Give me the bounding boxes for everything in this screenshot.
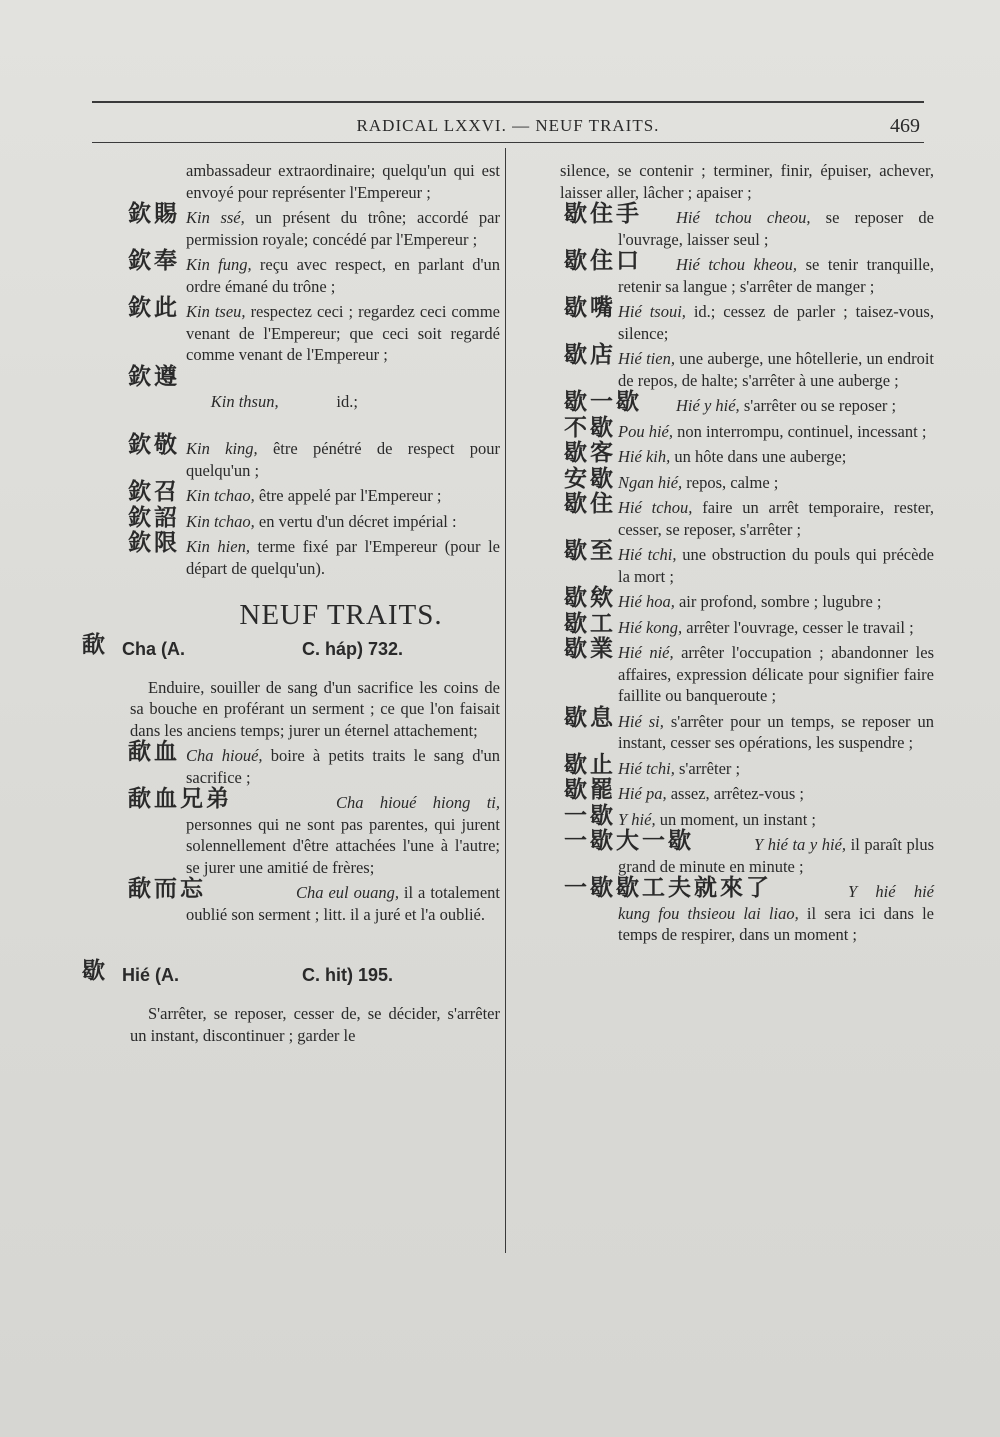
entry-romanization: Kin king, (186, 439, 258, 458)
dictionary-entry (518, 342, 934, 391)
entry-definition: reçu avec respect, en parlant d'un ordre émané du trône ; (186, 255, 500, 296)
entry-definition: air profond, sombre ; lugubre ; (674, 592, 882, 611)
entry-hanzi: 歇嘴 (564, 295, 616, 321)
entry-definition: terme fixé par l'Empereur (pour le départ de quelqu'un). (186, 537, 500, 578)
entry-romanization: Kin tchao, (186, 511, 255, 531)
dictionary-entry (518, 704, 934, 754)
page-number: 469 (890, 115, 920, 137)
headword-hanzi: 歇 (82, 958, 105, 984)
entry-definition: se reposer de l'ouvrage, laisser seul ; (618, 208, 934, 249)
entry-hanzi: 安歇 (564, 465, 616, 492)
entry-hanzi: 不歇 (564, 414, 616, 441)
definition-paragraph: S'arrêter, se reposer, cesser de, se décider, s'arrêter un instant, discontinuer ; garder le (130, 1004, 500, 1045)
entry-definition: id.; (278, 392, 358, 411)
dictionary-entry (82, 786, 500, 878)
dictionary-entry (82, 363, 500, 435)
dictionary-entry (518, 636, 934, 707)
dictionary-entry (518, 295, 934, 344)
entry-definition: en vertu d'un décret impérial : (254, 511, 457, 531)
entry-definition: être appelé par l'Empereur ; (254, 486, 442, 505)
entry-hanzi: 欽限 (128, 530, 180, 556)
entry-hanzi: 歇住口 (564, 248, 642, 274)
entry-hanzi: 歇息 (564, 704, 616, 731)
header-rule (92, 142, 924, 143)
dictionary-entry (518, 538, 934, 587)
top-rule (92, 101, 924, 103)
headword (82, 631, 500, 667)
dictionary-entry (82, 876, 500, 925)
dictionary-entry (82, 248, 500, 297)
entry-definition: se tenir tranquille, retenir sa langue ; s'arrêter de manger ; (618, 255, 934, 296)
dictionary-entry (82, 295, 500, 366)
entry-romanization: Ngan hié, (618, 472, 683, 492)
entry-romanization: Y hié ta y hié, (754, 835, 847, 854)
dictionary-entry (518, 828, 935, 877)
dictionary-entry (518, 777, 934, 805)
entry-definition: personnes qui ne sont pas parentes, qui jurent solennellement d'être attachées l'une à l'autre; se jurer une amitié de frères; (186, 814, 500, 877)
entry-romanization: Hié kih, (618, 447, 671, 466)
running-title: RADICAL LXXVI. — NEUF TRAITS. (356, 116, 660, 135)
entry-romanization: Y hié hié kung fou thsieou lai liao, (618, 882, 934, 923)
entry-hanzi: 歇住手 (564, 201, 642, 227)
entry-definition: un hôte dans une auberge; (670, 447, 847, 466)
entry-hanzi: 一歇 (564, 802, 616, 829)
section-title: NEUF TRAITS. (239, 599, 443, 631)
entry-definition: s'arrêter ; (674, 758, 741, 778)
entry-hanzi: 一歇歇工夫就來了 (564, 875, 772, 901)
entry-definition: repos, calme ; (682, 472, 779, 492)
entry-romanization: Kin hien, (186, 537, 250, 556)
dictionary-entry (518, 201, 934, 250)
right-column (518, 160, 934, 950)
headword-romanization: Cha (A. (122, 638, 185, 659)
entry-romanization: Cha hioué, (186, 746, 263, 765)
entry-romanization: Cha hioué hiong ti, (336, 793, 500, 812)
entry-hanzi: 欽遵 (128, 363, 180, 390)
entry-definition: il paraît plus grand de minute en minute ; (618, 835, 935, 876)
dictionary-entry (518, 414, 934, 443)
entry-definition: un présent du trône; accordé par permission royale; concédé par l'Empereur ; (186, 208, 500, 249)
entry-definition: arrêter l'ouvrage, cesser le travail ; (682, 617, 914, 637)
headword-cantonese: C. háp) 732. (302, 638, 404, 659)
entry-romanization: Hié tchi, (618, 545, 677, 564)
dictionary-entry (82, 432, 500, 481)
entry-definition: boire à petits traits le sang d'un sacrifice ; (186, 746, 500, 787)
entry-hanzi: 欽奉 (128, 248, 180, 274)
entry-hanzi: 欽詔 (128, 504, 180, 531)
entry-definition: faire un arrêt temporaire, rester, cesser, se reposer, s'arrêter ; (618, 498, 934, 539)
entry-hanzi: 一歇大一歇 (564, 828, 694, 854)
entry-hanzi: 欽召 (128, 479, 180, 505)
entry-hanzi: 歃血兄弟 (128, 786, 232, 812)
entry-definition: s'arrêter pour un temps, se reposer un instant, cesser ses opérations, les suspendre ; (618, 711, 934, 752)
dictionary-entry (82, 739, 500, 788)
entry-hanzi: 歇止 (564, 751, 616, 778)
entry-romanization: Hié nié, (618, 643, 674, 662)
dictionary-entry (518, 389, 934, 417)
entry-definition: respectez ceci ; regardez ceci comme venant de l'Empereur; que ceci soit regardé comme venant de l'Empereur ; (186, 302, 500, 364)
entry-romanization: Kin tseu, (186, 302, 246, 321)
headword (82, 958, 500, 993)
dictionary-entry (518, 802, 934, 831)
entry-romanization: Hié pa, (618, 784, 667, 803)
entry-romanization: Hié kong, (618, 617, 683, 637)
continuation-text: silence, se contenir ; terminer, finir, épuiser, achever, laisser aller, lâcher ; apaiser ; (560, 161, 934, 202)
entry-romanization: Hié tien, (618, 349, 675, 368)
entry-romanization: Kin ssé, (186, 208, 245, 227)
entry-hanzi: 欽此 (128, 295, 180, 321)
dictionary-entry (82, 201, 500, 250)
continuation-text: ambassadeur extraordinaire; quelqu'un qui est envoyé pour représenter l'Empereur ; (186, 161, 500, 202)
entry-hanzi: 歃而忘 (128, 876, 206, 902)
entry-definition: une auberge, une hôtellerie, un endroit de repos, de halte; s'arrêter à une auberge ; (618, 349, 934, 390)
entry-definition: il a totalement oublié son serment ; litt. il a juré et l'a oublié. (186, 883, 500, 924)
entry-definition: non interrompu, continuel, incessant ; (673, 421, 927, 441)
entry-romanization: Hié tsoui, (618, 302, 686, 321)
headword-romanization: Hié (A. (122, 965, 180, 985)
entry-hanzi: 欽敬 (128, 432, 180, 458)
entry-hanzi: 歇至 (564, 538, 616, 564)
entry-definition: id.; cessez de parler ; taisez-vous, silence; (618, 302, 934, 343)
definition-paragraph: Enduire, souiller de sang d'un sacrifice les coins de sa bouche en proférant un serment ; ce que l'on faisait dans les anciens temps; jurer un éternel attachement; (130, 677, 500, 740)
entry-romanization: Kin thsun, (210, 392, 279, 411)
dictionary-entry (82, 530, 500, 579)
headword-hanzi: 歃 (82, 631, 105, 658)
entry-hanzi: 歇工 (564, 610, 616, 637)
dictionary-entry (518, 440, 934, 468)
entry-romanization: Hié y hié, (676, 396, 740, 415)
entry-romanization: Kin fung, (186, 255, 252, 274)
entry-hanzi: 歇欸 (564, 585, 616, 611)
entry-definition: arrêter l'occupation ; abandonner les affaires, expression délicate pour signifier faire faillite ou banqueroute ; (618, 643, 934, 705)
entry-romanization: Hié tchou, (618, 498, 693, 517)
entry-romanization: Hié tchou cheou, (676, 208, 811, 227)
entry-hanzi: 歃血 (128, 739, 180, 765)
entry-hanzi: 歇客 (564, 440, 616, 466)
dictionary-entry (82, 479, 500, 507)
entry-hanzi: 歇一歇 (564, 389, 642, 415)
entry-definition: être pénétré de respect pour quelqu'un ; (186, 439, 500, 480)
entry-romanization: Cha eul ouang, (296, 883, 399, 902)
entry-definition: assez, arrêtez-vous ; (666, 784, 805, 803)
column-divider (505, 148, 506, 1253)
entry-hanzi: 歇住 (564, 491, 616, 517)
dictionary-entry (518, 875, 934, 946)
dictionary-entry (518, 610, 934, 639)
entry-hanzi: 歇業 (564, 636, 616, 662)
dictionary-entry (518, 465, 934, 494)
entry-romanization: Y hié, (618, 809, 656, 829)
entry-definition: s'arrêter ou se reposer ; (739, 396, 897, 415)
dictionary-entry (518, 491, 934, 540)
entry-hanzi: 歇罷 (564, 777, 616, 803)
entry-definition: il sera ici dans le temps de respirer, dans un moment ; (618, 903, 934, 944)
entry-romanization: Pou hié, (618, 421, 673, 441)
entry-romanization: Hié tchi, (618, 758, 675, 778)
left-column (82, 160, 500, 1050)
entry-hanzi: 欽賜 (128, 201, 180, 227)
dictionary-entry (82, 504, 500, 533)
entry-definition: un moment, un instant ; (655, 809, 817, 829)
entry-romanization: Hié si, (618, 711, 664, 731)
dictionary-entry (518, 585, 934, 613)
entry-romanization: Kin tchao, (186, 486, 255, 505)
headword-cantonese: C. hit) 195. (302, 965, 394, 985)
dictionary-entry (518, 751, 934, 780)
entry-romanization: Hié tchou kheou, (676, 255, 798, 274)
running-header (92, 112, 924, 140)
entry-hanzi: 歇店 (564, 342, 616, 368)
dictionary-entry (518, 248, 934, 297)
entry-romanization: Hié hoa, (618, 592, 675, 611)
entry-definition: une obstruction du pouls qui précède la mort ; (618, 545, 934, 586)
